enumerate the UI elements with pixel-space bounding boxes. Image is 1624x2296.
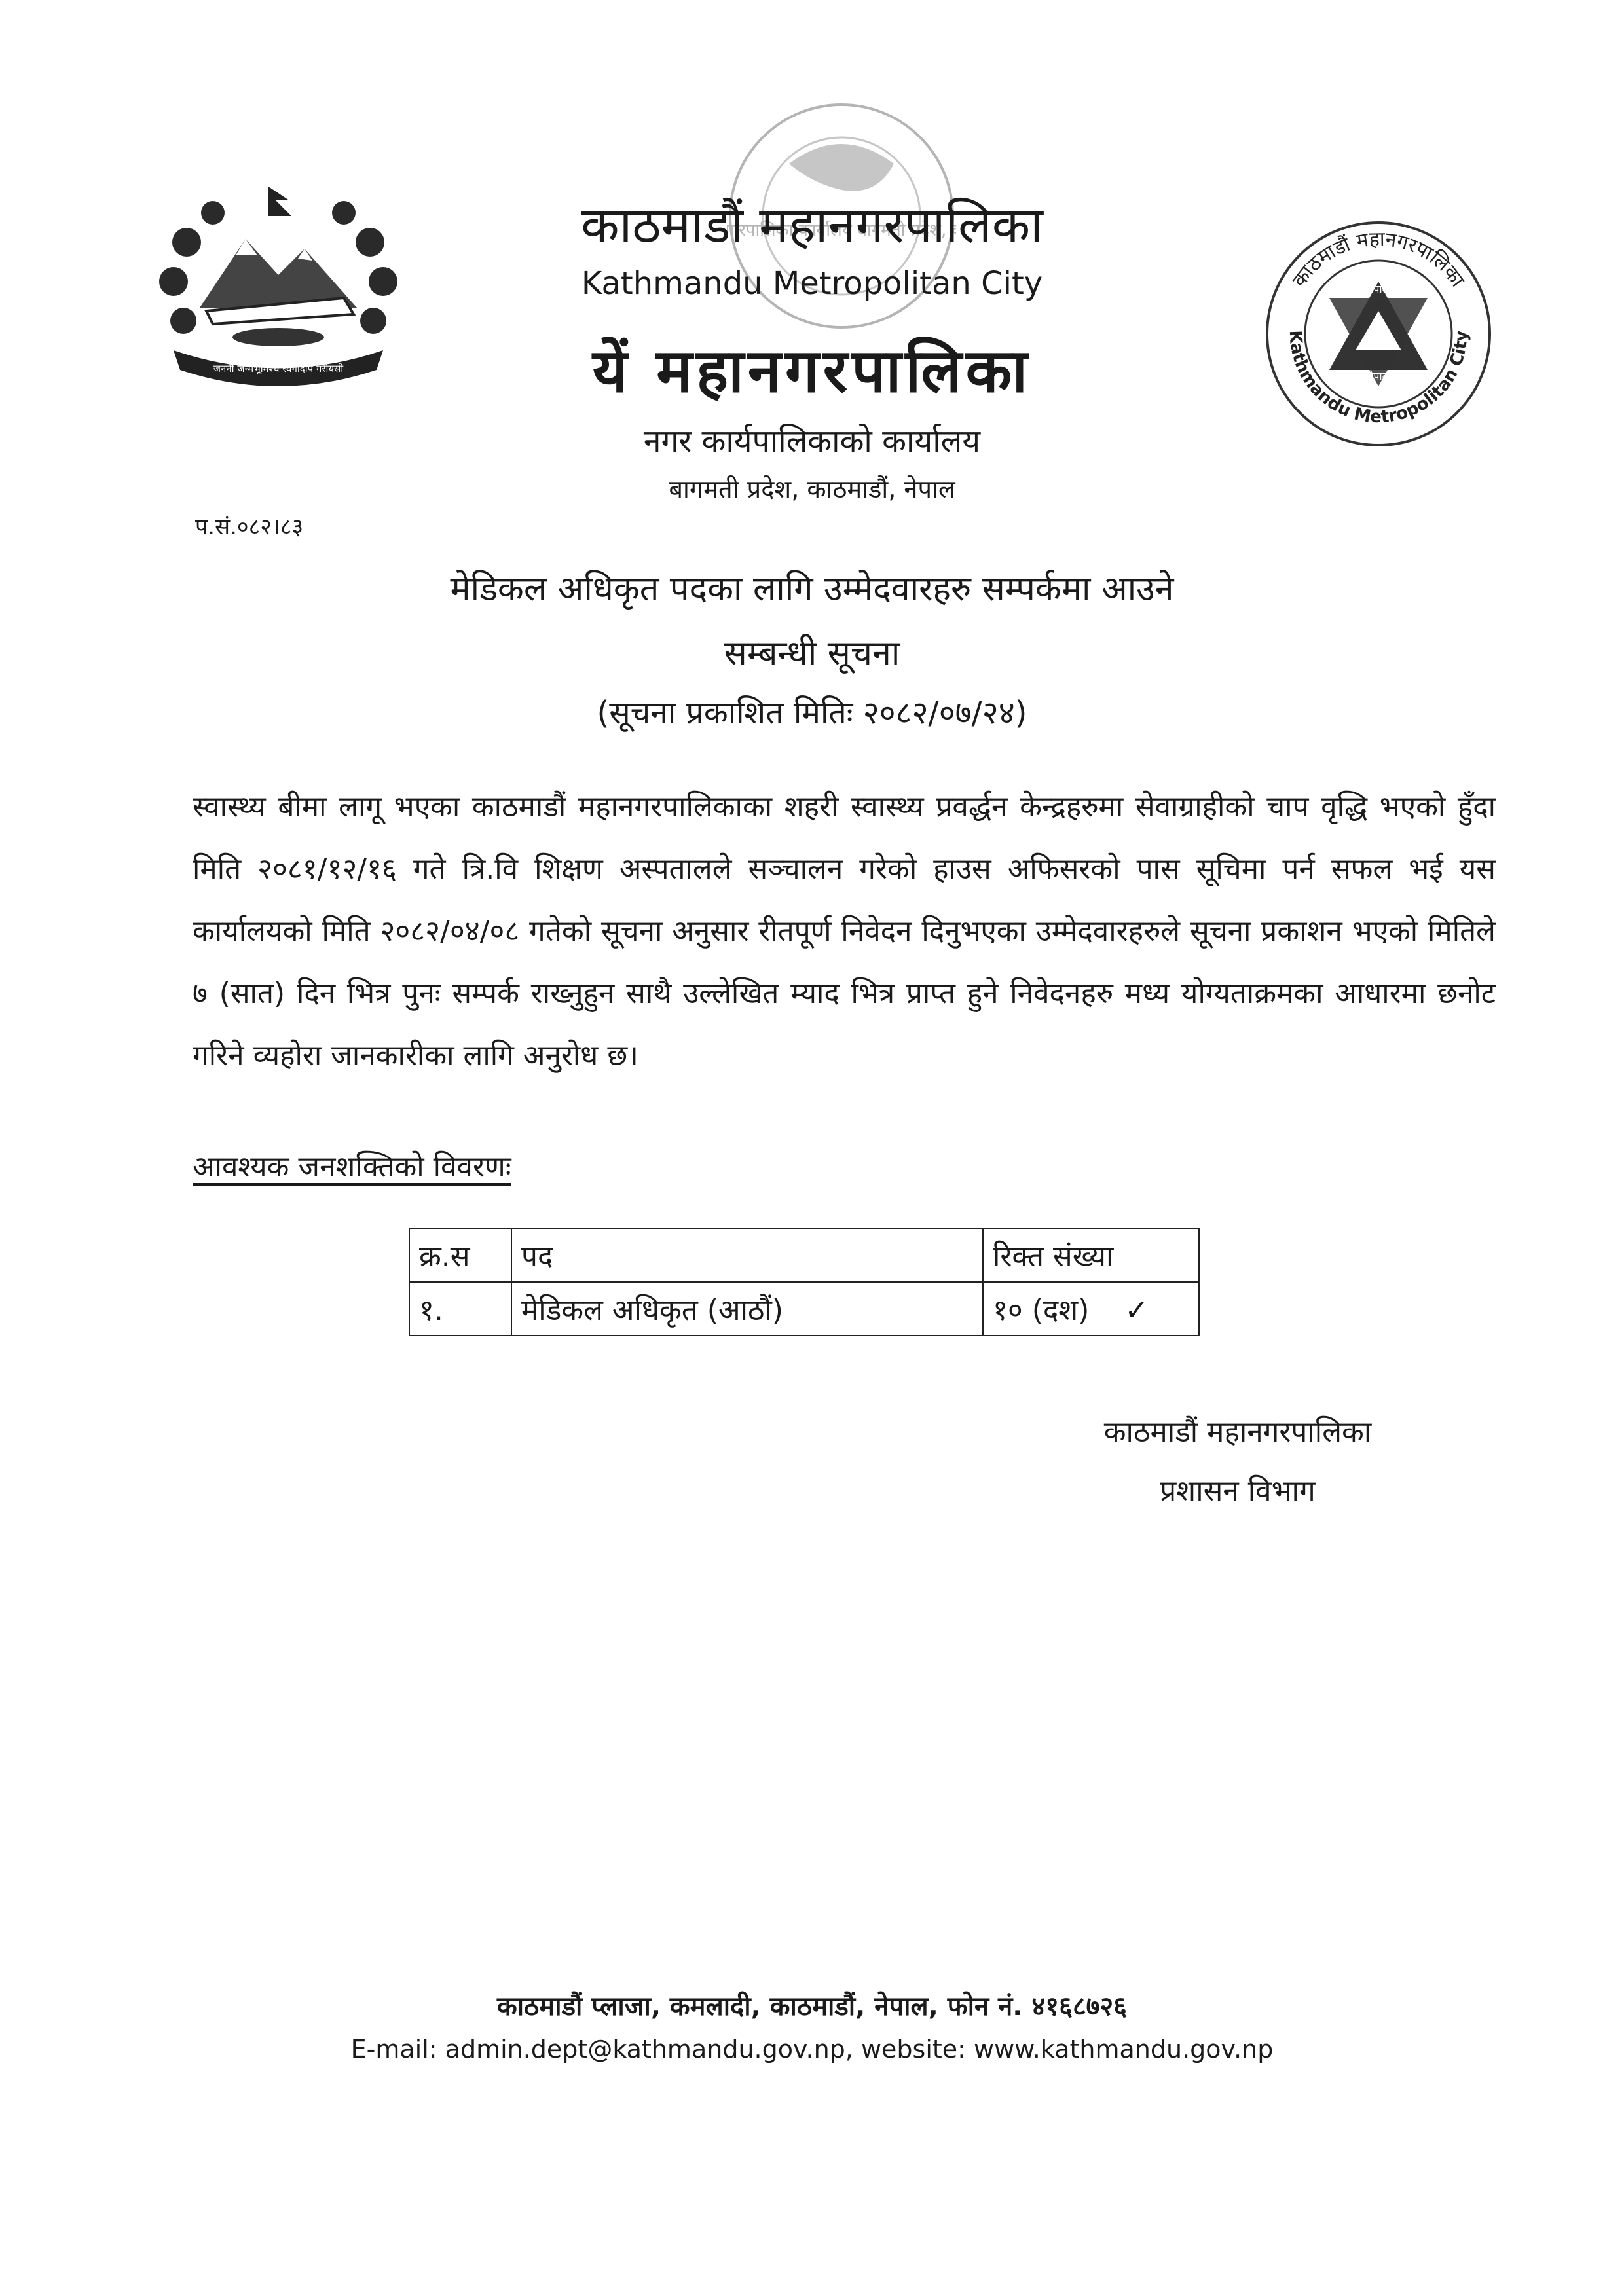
org-name-nepali: काठमाडौं महानगरपालिका bbox=[581, 196, 1043, 254]
seal-text-top: काठमाडौं महानगरपालिका bbox=[1287, 227, 1469, 292]
org-name-english: Kathmandu Metropolitan City bbox=[581, 265, 1043, 302]
kmc-seal bbox=[1264, 219, 1493, 448]
reference-number: प.सं.०८२।८३ bbox=[195, 514, 304, 540]
footer-address: काठमाडौं प्लाजा, कमलादी, काठमाडौं, नेपाल, फोन नं. ४१६८७२६ bbox=[496, 1992, 1128, 2022]
manpower-heading: आवश्यक जनशक्तिको विवरणः bbox=[193, 1150, 511, 1184]
emblem-motto: जननी जन्मभूमिश्च स्वर्गादपि गरीयसी bbox=[213, 363, 344, 374]
signature-org: काठमाडौं महानगरपालिका bbox=[1103, 1415, 1372, 1449]
cell-vacancy bbox=[983, 1282, 1199, 1336]
manpower-table bbox=[409, 1228, 1200, 1336]
footer-contact: E-mail: admin.dept@kathmandu.gov.np, website: www.kathmandu.gov.np bbox=[350, 2035, 1274, 2064]
nepal-emblem bbox=[147, 183, 409, 386]
signature-dept: प्रशासन विभाग bbox=[1160, 1474, 1316, 1508]
stamp-text: गरपालिका कार्यालय बागमती प्रदेश, bbox=[729, 221, 947, 240]
cell-serial: १. bbox=[409, 1282, 511, 1336]
seal-text-bottom: Kathmandu Metropolitan City bbox=[1285, 330, 1472, 428]
col-post: पद bbox=[511, 1228, 983, 1282]
published-date: (सूचना प्रकाशित मितिः २०८२/०७/२४) bbox=[597, 695, 1027, 731]
col-vacancy: रिक्त संख्या bbox=[983, 1228, 1199, 1282]
handwritten-mark: ✓ bbox=[1124, 1294, 1149, 1327]
notice-title-line1: मेडिकल अधिकृत पदका लागि उम्मेदवारहरु सम्पर्कमा आउने bbox=[450, 570, 1174, 609]
office-name: नगर कार्यपालिकाको कार्यालय bbox=[643, 423, 981, 460]
org-name-calligraphy: यें महानगरपालिका bbox=[592, 336, 1032, 406]
seal-inner-top: नेपाल bbox=[1367, 283, 1390, 295]
seal-inner-bottom: नेपाल bbox=[1367, 370, 1390, 382]
office-address: बागमती प्रदेश, काठमाडौं, नेपाल bbox=[669, 475, 955, 503]
table-header-row bbox=[409, 1228, 1199, 1282]
vacancy-value: १० (दश) bbox=[993, 1294, 1090, 1327]
notice-body: स्वास्थ्य बीमा लागू भएका काठमाडौं महानगरपालिकाका शहरी स्वास्थ्य प्रवर्द्धन केन्द्रहरुमा सेवाग्राहीको चाप वृद्धि भएको हुँदा मिति २०८१/१२/१६ गते त्रि.वि शिक्षण अस्पतालले सञ्चालन गरेको हाउस अफिसरको पास सूचिमा पर्न सफल भई यस कार्यालयको मिति २०८२/०४/०८ गतेको सूचना अनुसार रीतपूर्ण निवेदन दिनुभएका उम्मेदवारहरुले सूचना प्रकाशन भएको मितिले ७ (सात) दिन भित्र पुनः सम्पर्क राख्नुहुन साथै उल्लेखित म्याद भित्र प्राप्त हुने निवेदनहरु मध्य योग्यताक्रमका आधारमा छनोट गरिने व्यहोरा जानकारीका लागि अनुरोध छ। bbox=[193, 790, 1496, 1072]
table-row bbox=[409, 1282, 1199, 1336]
col-serial: क्र.स bbox=[409, 1228, 511, 1282]
cell-post: मेडिकल अधिकृत (आठौं) bbox=[511, 1282, 983, 1336]
notice-title-line2: सम्बन्धी सूचना bbox=[724, 634, 900, 673]
